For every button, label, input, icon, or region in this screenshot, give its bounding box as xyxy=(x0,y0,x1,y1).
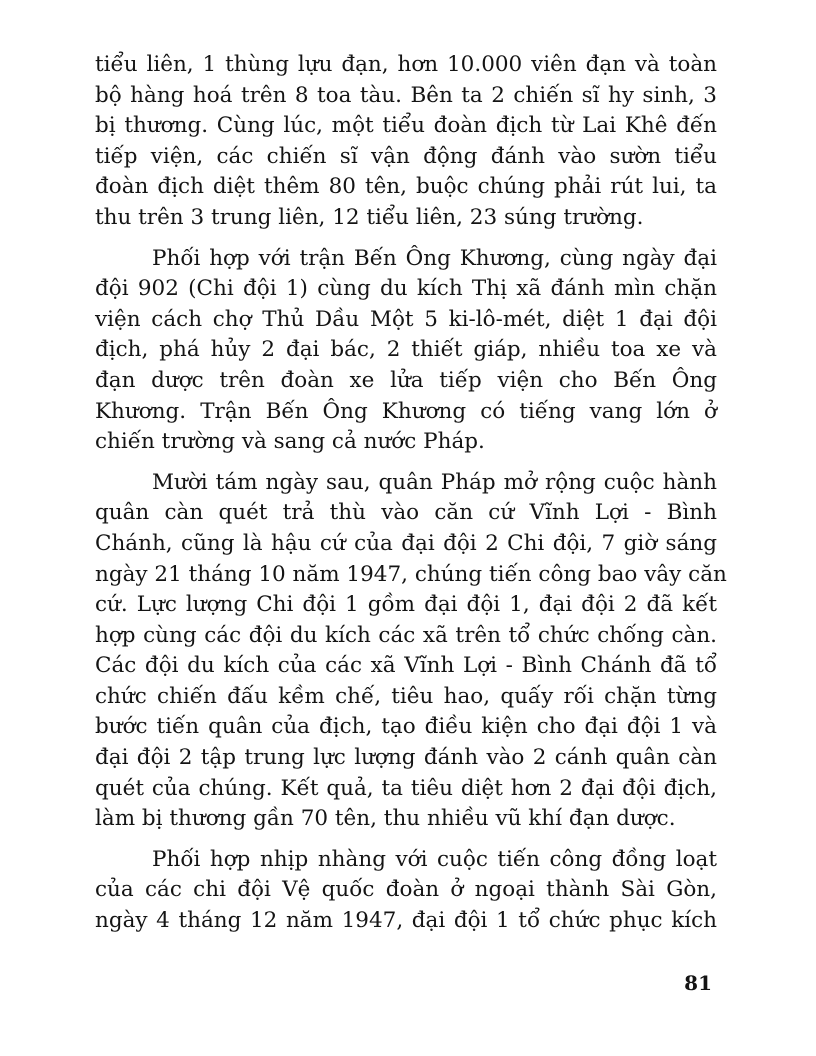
text-line: Chánh, cũng là hậu cứ của đại đội 2 Chi đội, 7 giờ sáng xyxy=(95,530,717,556)
text-line: của các chi đội Vệ quốc đoàn ở ngoại thành Sài Gòn, xyxy=(95,877,717,903)
body-text xyxy=(95,50,727,947)
text-line: cứ. Lực lượng Chi đội 1 gồm đại đội 1, đại đội 2 đã kết xyxy=(95,592,717,618)
paragraph xyxy=(95,50,717,234)
text-line: Khương. Trận Bến Ông Khương có tiếng vang lớn ở xyxy=(95,398,717,424)
text-line: chức chiến đấu kềm chế, tiêu hao, quấy rối chặn từng xyxy=(95,683,717,709)
paragraph xyxy=(95,845,717,937)
text-line: đạn dược trên đoàn xe lửa tiếp viện cho Bến Ông xyxy=(95,367,717,393)
text-line: hợp cùng các đội du kích các xã trên tổ chức chống càn. xyxy=(95,622,717,648)
paragraph xyxy=(95,468,727,835)
text-line: địch, phá hủy 2 đại bác, 2 thiết giáp, nhiều toa xe và xyxy=(95,337,717,363)
text-line: viện cách chợ Thủ Dầu Một 5 ki-lô-mét, diệt 1 đại đội xyxy=(95,306,717,332)
text-line: thu trên 3 trung liên, 12 tiểu liên, 23 súng trường. xyxy=(95,204,644,230)
text-line: quét của chúng. Kết quả, ta tiêu diệt hơn 2 đại đội địch, xyxy=(95,775,717,801)
text-line: ngày 4 tháng 12 năm 1947, đại đội 1 tổ chức phục kích xyxy=(95,908,717,934)
text-line: Mười tám ngày sau, quân Pháp mở rộng cuộc hành xyxy=(152,469,717,495)
text-line: bị thương. Cùng lúc, một tiểu đoàn địch từ Lai Khê đến xyxy=(95,113,717,139)
text-line: chiến trường và sang cả nước Pháp. xyxy=(95,429,485,455)
text-line: đoàn địch diệt thêm 80 tên, buộc chúng phải rút lui, ta xyxy=(95,174,717,200)
text-line: bước tiến quân của địch, tạo điều kiện cho đại đội 1 và xyxy=(95,714,717,740)
text-line: quân càn quét trả thù vào căn cứ Vĩnh Lợi - Bình xyxy=(95,500,717,526)
text-line: Phối hợp với trận Bến Ông Khương, cùng ngày đại xyxy=(152,245,717,271)
text-line: Phối hợp nhịp nhàng với cuộc tiến công đồng loạt xyxy=(152,846,717,872)
text-line: Các đội du kích của các xã Vĩnh Lợi - Bình Chánh đã tổ xyxy=(95,653,717,679)
text-line: làm bị thương gần 70 tên, thu nhiều vũ khí đạn dược. xyxy=(95,806,676,832)
text-line: đội 902 (Chi đội 1) cùng du kích Thị xã đánh mìn chặn xyxy=(95,276,717,302)
text-line: bộ hàng hoá trên 8 toa tàu. Bên ta 2 chiến sĩ hy sinh, 3 xyxy=(95,82,717,108)
paragraph xyxy=(95,244,717,458)
text-line: đại đội 2 tập trung lực lượng đánh vào 2 cánh quân càn xyxy=(95,745,717,771)
text-line: ngày 21 tháng 10 năm 1947, chúng tiến công bao vây căn xyxy=(95,561,727,587)
text-line: tiểu liên, 1 thùng lựu đạn, hơn 10.000 viên đạn và toàn xyxy=(95,52,717,77)
page-number: 81 xyxy=(684,971,712,995)
text-line: tiếp viện, các chiến sĩ vận động đánh vào sườn tiểu xyxy=(95,143,717,169)
